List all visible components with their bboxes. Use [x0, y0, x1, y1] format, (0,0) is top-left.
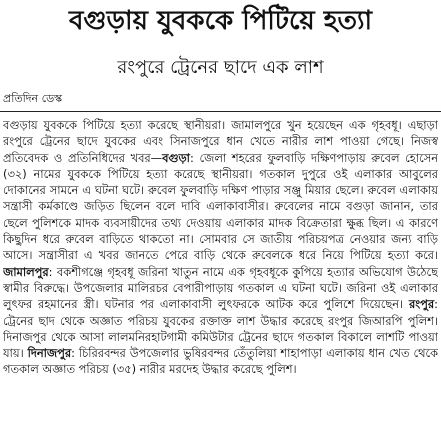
body-jamalpur: : বকশীগঞ্জে গৃহবধূ জরিনা খাতুন নামে এক গৃহবধূকে কুপিয়ে হত্যার অভিযোগ উঠেছে স্বামীর বিরুদ্ধে। উপজেলার মালিরচর বেপারীপাড়ায় গতকাল এ ঘটনা ঘটে। জরিনা ওই এলাকার লুৎফর রহমানের স্ত্রী। ঘটনার পর এলাকাবাসী লুৎফরকে আটক করে পুলিশে দিয়েছেন। — [3, 264, 438, 312]
body-dinajpur: : চিরিরবন্দর উপজেলার ভুষিরবন্দর তেঁতুলিয়া শাহাপাড়া এলাকায় ধান খেত থেকে গতকাল অজ্ঞাত পরিচয় (৩৫) নারীর মরদেহ উদ্ধার করেছে পুলিশ। — [3, 346, 438, 377]
body-intro: বগুড়ায় যুবককে পিটিয়ে হত্যা করেছে স্থানীয়রা। জামালপুরে খুন হয়েছেন এক গৃহবধূ। এছাড়া রংপুরে ট্রেনের ছাদে যুবকের এবং সিনাজপুরে ধান খেতে নারীর লাশ পাওয়া গেছে। নিজস্ব প্রতিবেদক ও প্রতিনিধিদের খবর— — [3, 118, 438, 165]
subheadline: রংপুরে ট্রেনের ছাদে এক লাশ — [117, 57, 324, 78]
location-rangpur: রংপুর — [409, 297, 435, 312]
article-body — [3, 117, 438, 427]
location-bogura: বগুড়া — [162, 150, 190, 165]
body-rangpur: : ট্রেনের ছাদ থেকে অজ্ঞাত পরিচয় যুবকের রক্তাক্ত লাশ উদ্ধার করেছে রংপুর জিআরপি পুলিশ। দিনাজপুর থেকে আসা লালমনিরহাটগামী কমিউটার ট্রেনের ছাদে গতকাল বিকালে লাশটি পাওয়া যায়। — [3, 297, 438, 361]
body-bogura: : জেলা শহরের ফুলবাড়ি দক্ষিণপাড়ায় রুবেল হোসেন (৩২) নামের যুবককে পিটিয়ে হত্যা করেছে স্থানীয়রা। গতকাল দুপুরে ওই এলাকার আবুলের দোকানের সামনে এ ঘটনা ঘটে। রুবেল ফুলবাড়ি দক্ষিণ পাড়ার সঞ্জু মিয়ার ছেলে। রুবেল এলাকায় সন্ত্রাসী কর্মকাণ্ডে জড়িত ছিলেন বলে দাবি এলাকাবাসীর। রুবেলের নামে বগুড়া জানান, তার ছেলে পুলিশকে মাদক ব্যবসায়ীদের তথ্য দেওয়ায় এলাকার মাদক বিক্রেতারা ক্ষুব্ধ ছিল। এ কারণে কিছুদিন ধরে রুবেল বাড়িতে থাকতো না। সোমবার সে জাতীয় পরিচয়পত্র নেওয়ার জন্য বাড়ি আসে। সন্ত্রাসীরা এ খবর জানতে পেরে বাড়ি থেকে রুবেলকে ধরে নিয়ে পিটিয়ে হত্যা করে। — [3, 150, 438, 263]
location-dinajpur: দিনাজপুর — [27, 346, 72, 361]
headline: বগুড়ায় যুবককে পিটিয়ে হত্যা — [68, 6, 373, 36]
location-jamalpur: জামালপুর — [3, 264, 49, 279]
divider-rule — [0, 111, 441, 112]
dateline: প্রতিদিন ডেস্ক — [3, 92, 63, 105]
